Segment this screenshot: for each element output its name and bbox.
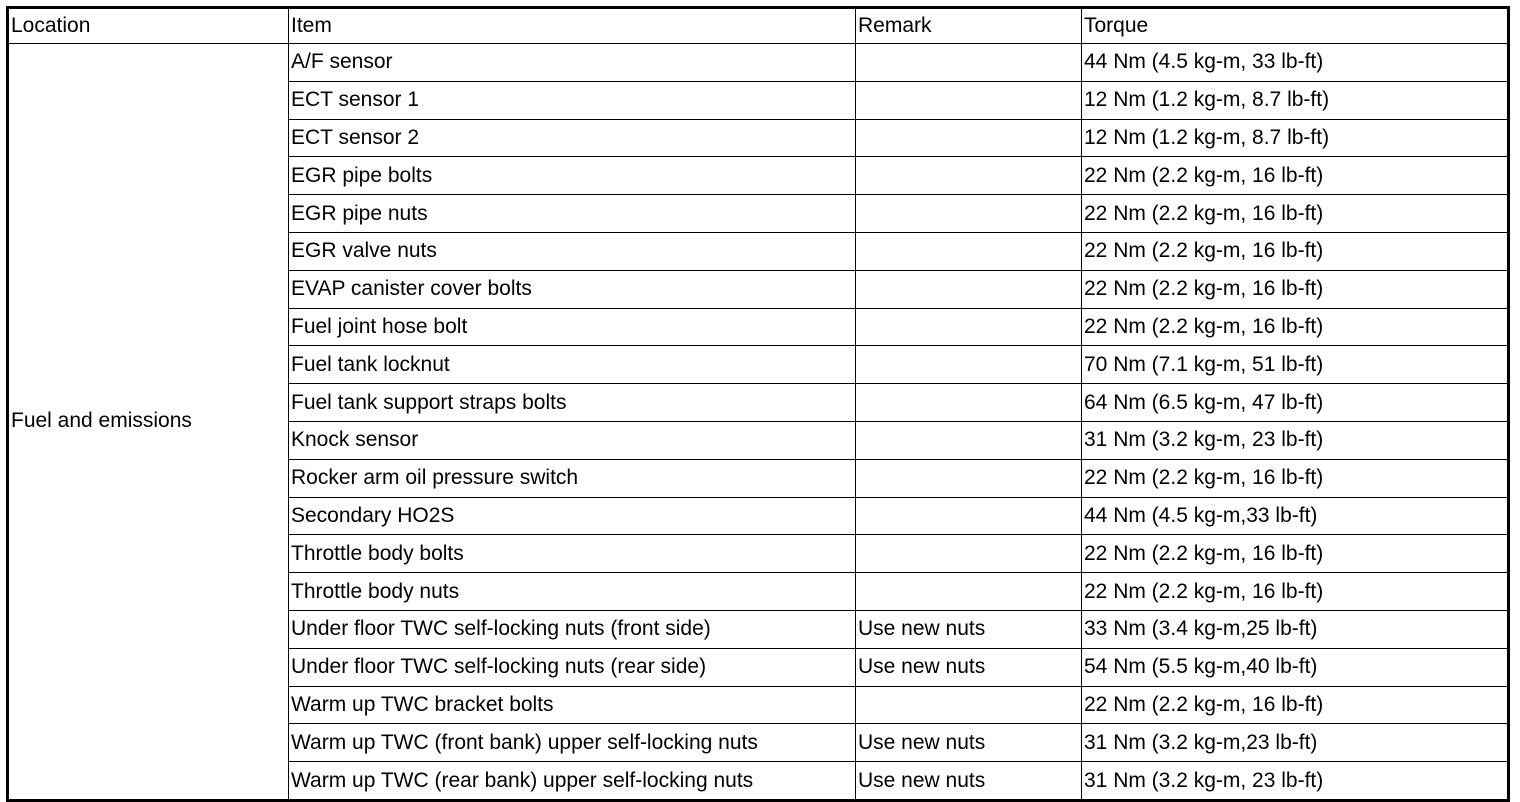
torque-cell: 70 Nm (7.1 kg-m, 51 lb-ft) bbox=[1082, 346, 1509, 384]
item-cell: Warm up TWC bracket bolts bbox=[289, 686, 856, 724]
item-cell: EGR pipe bolts bbox=[289, 157, 856, 195]
remark-cell: Use new nuts bbox=[856, 610, 1082, 648]
torque-cell: 22 Nm (2.2 kg-m, 16 lb-ft) bbox=[1082, 573, 1509, 611]
remark-cell bbox=[856, 459, 1082, 497]
header-location: Location bbox=[8, 8, 289, 44]
item-cell: Rocker arm oil pressure switch bbox=[289, 459, 856, 497]
item-cell: A/F sensor bbox=[289, 44, 856, 82]
torque-cell: 44 Nm (4.5 kg-m,33 lb-ft) bbox=[1082, 497, 1509, 535]
item-cell: Fuel joint hose bolt bbox=[289, 308, 856, 346]
remark-cell bbox=[856, 497, 1082, 535]
torque-cell: 31 Nm (3.2 kg-m, 23 lb-ft) bbox=[1082, 762, 1509, 801]
torque-cell: 33 Nm (3.4 kg-m,25 lb-ft) bbox=[1082, 610, 1509, 648]
torque-cell: 22 Nm (2.2 kg-m, 16 lb-ft) bbox=[1082, 195, 1509, 233]
torque-cell: 22 Nm (2.2 kg-m, 16 lb-ft) bbox=[1082, 157, 1509, 195]
item-cell: Fuel tank locknut bbox=[289, 346, 856, 384]
remark-cell bbox=[856, 157, 1082, 195]
location-cell: Fuel and emissions bbox=[8, 44, 289, 801]
remark-cell bbox=[856, 119, 1082, 157]
torque-specification-table bbox=[6, 6, 1510, 802]
remark-cell: Use new nuts bbox=[856, 762, 1082, 801]
remark-cell bbox=[856, 346, 1082, 384]
remark-cell bbox=[856, 232, 1082, 270]
item-cell: Fuel tank support straps bolts bbox=[289, 384, 856, 422]
remark-cell bbox=[856, 535, 1082, 573]
torque-cell: 12 Nm (1.2 kg-m, 8.7 lb-ft) bbox=[1082, 119, 1509, 157]
remark-cell bbox=[856, 421, 1082, 459]
item-cell: Secondary HO2S bbox=[289, 497, 856, 535]
item-cell: Under floor TWC self-locking nuts (rear side) bbox=[289, 648, 856, 686]
item-cell: EVAP canister cover bolts bbox=[289, 270, 856, 308]
item-cell: Warm up TWC (rear bank) upper self-locking nuts bbox=[289, 762, 856, 801]
header-row bbox=[8, 8, 1509, 44]
torque-cell: 22 Nm (2.2 kg-m, 16 lb-ft) bbox=[1082, 686, 1509, 724]
item-cell: Knock sensor bbox=[289, 421, 856, 459]
remark-cell bbox=[856, 44, 1082, 82]
torque-cell: 22 Nm (2.2 kg-m, 16 lb-ft) bbox=[1082, 459, 1509, 497]
table-row bbox=[8, 44, 1509, 82]
header-torque: Torque bbox=[1082, 8, 1509, 44]
item-cell: Throttle body nuts bbox=[289, 573, 856, 611]
remark-cell bbox=[856, 686, 1082, 724]
header-remark: Remark bbox=[856, 8, 1082, 44]
torque-cell: 31 Nm (3.2 kg-m, 23 lb-ft) bbox=[1082, 421, 1509, 459]
remark-cell: Use new nuts bbox=[856, 648, 1082, 686]
torque-cell: 44 Nm (4.5 kg-m, 33 lb-ft) bbox=[1082, 44, 1509, 82]
remark-cell bbox=[856, 308, 1082, 346]
remark-cell: Use new nuts bbox=[856, 724, 1082, 762]
item-cell: EGR valve nuts bbox=[289, 232, 856, 270]
remark-cell bbox=[856, 270, 1082, 308]
item-cell: ECT sensor 2 bbox=[289, 119, 856, 157]
torque-cell: 54 Nm (5.5 kg-m,40 lb-ft) bbox=[1082, 648, 1509, 686]
remark-cell bbox=[856, 81, 1082, 119]
torque-cell: 22 Nm (2.2 kg-m, 16 lb-ft) bbox=[1082, 232, 1509, 270]
item-cell: EGR pipe nuts bbox=[289, 195, 856, 233]
item-cell: ECT sensor 1 bbox=[289, 81, 856, 119]
header-item: Item bbox=[289, 8, 856, 44]
torque-cell: 22 Nm (2.2 kg-m, 16 lb-ft) bbox=[1082, 535, 1509, 573]
torque-cell: 12 Nm (1.2 kg-m, 8.7 lb-ft) bbox=[1082, 81, 1509, 119]
torque-cell: 64 Nm (6.5 kg-m, 47 lb-ft) bbox=[1082, 384, 1509, 422]
remark-cell bbox=[856, 195, 1082, 233]
remark-cell bbox=[856, 573, 1082, 611]
remark-cell bbox=[856, 384, 1082, 422]
torque-cell: 22 Nm (2.2 kg-m, 16 lb-ft) bbox=[1082, 308, 1509, 346]
torque-cell: 31 Nm (3.2 kg-m,23 lb-ft) bbox=[1082, 724, 1509, 762]
item-cell: Warm up TWC (front bank) upper self-locking nuts bbox=[289, 724, 856, 762]
table-body bbox=[8, 44, 1509, 801]
item-cell: Throttle body bolts bbox=[289, 535, 856, 573]
torque-cell: 22 Nm (2.2 kg-m, 16 lb-ft) bbox=[1082, 270, 1509, 308]
item-cell: Under floor TWC self-locking nuts (front side) bbox=[289, 610, 856, 648]
